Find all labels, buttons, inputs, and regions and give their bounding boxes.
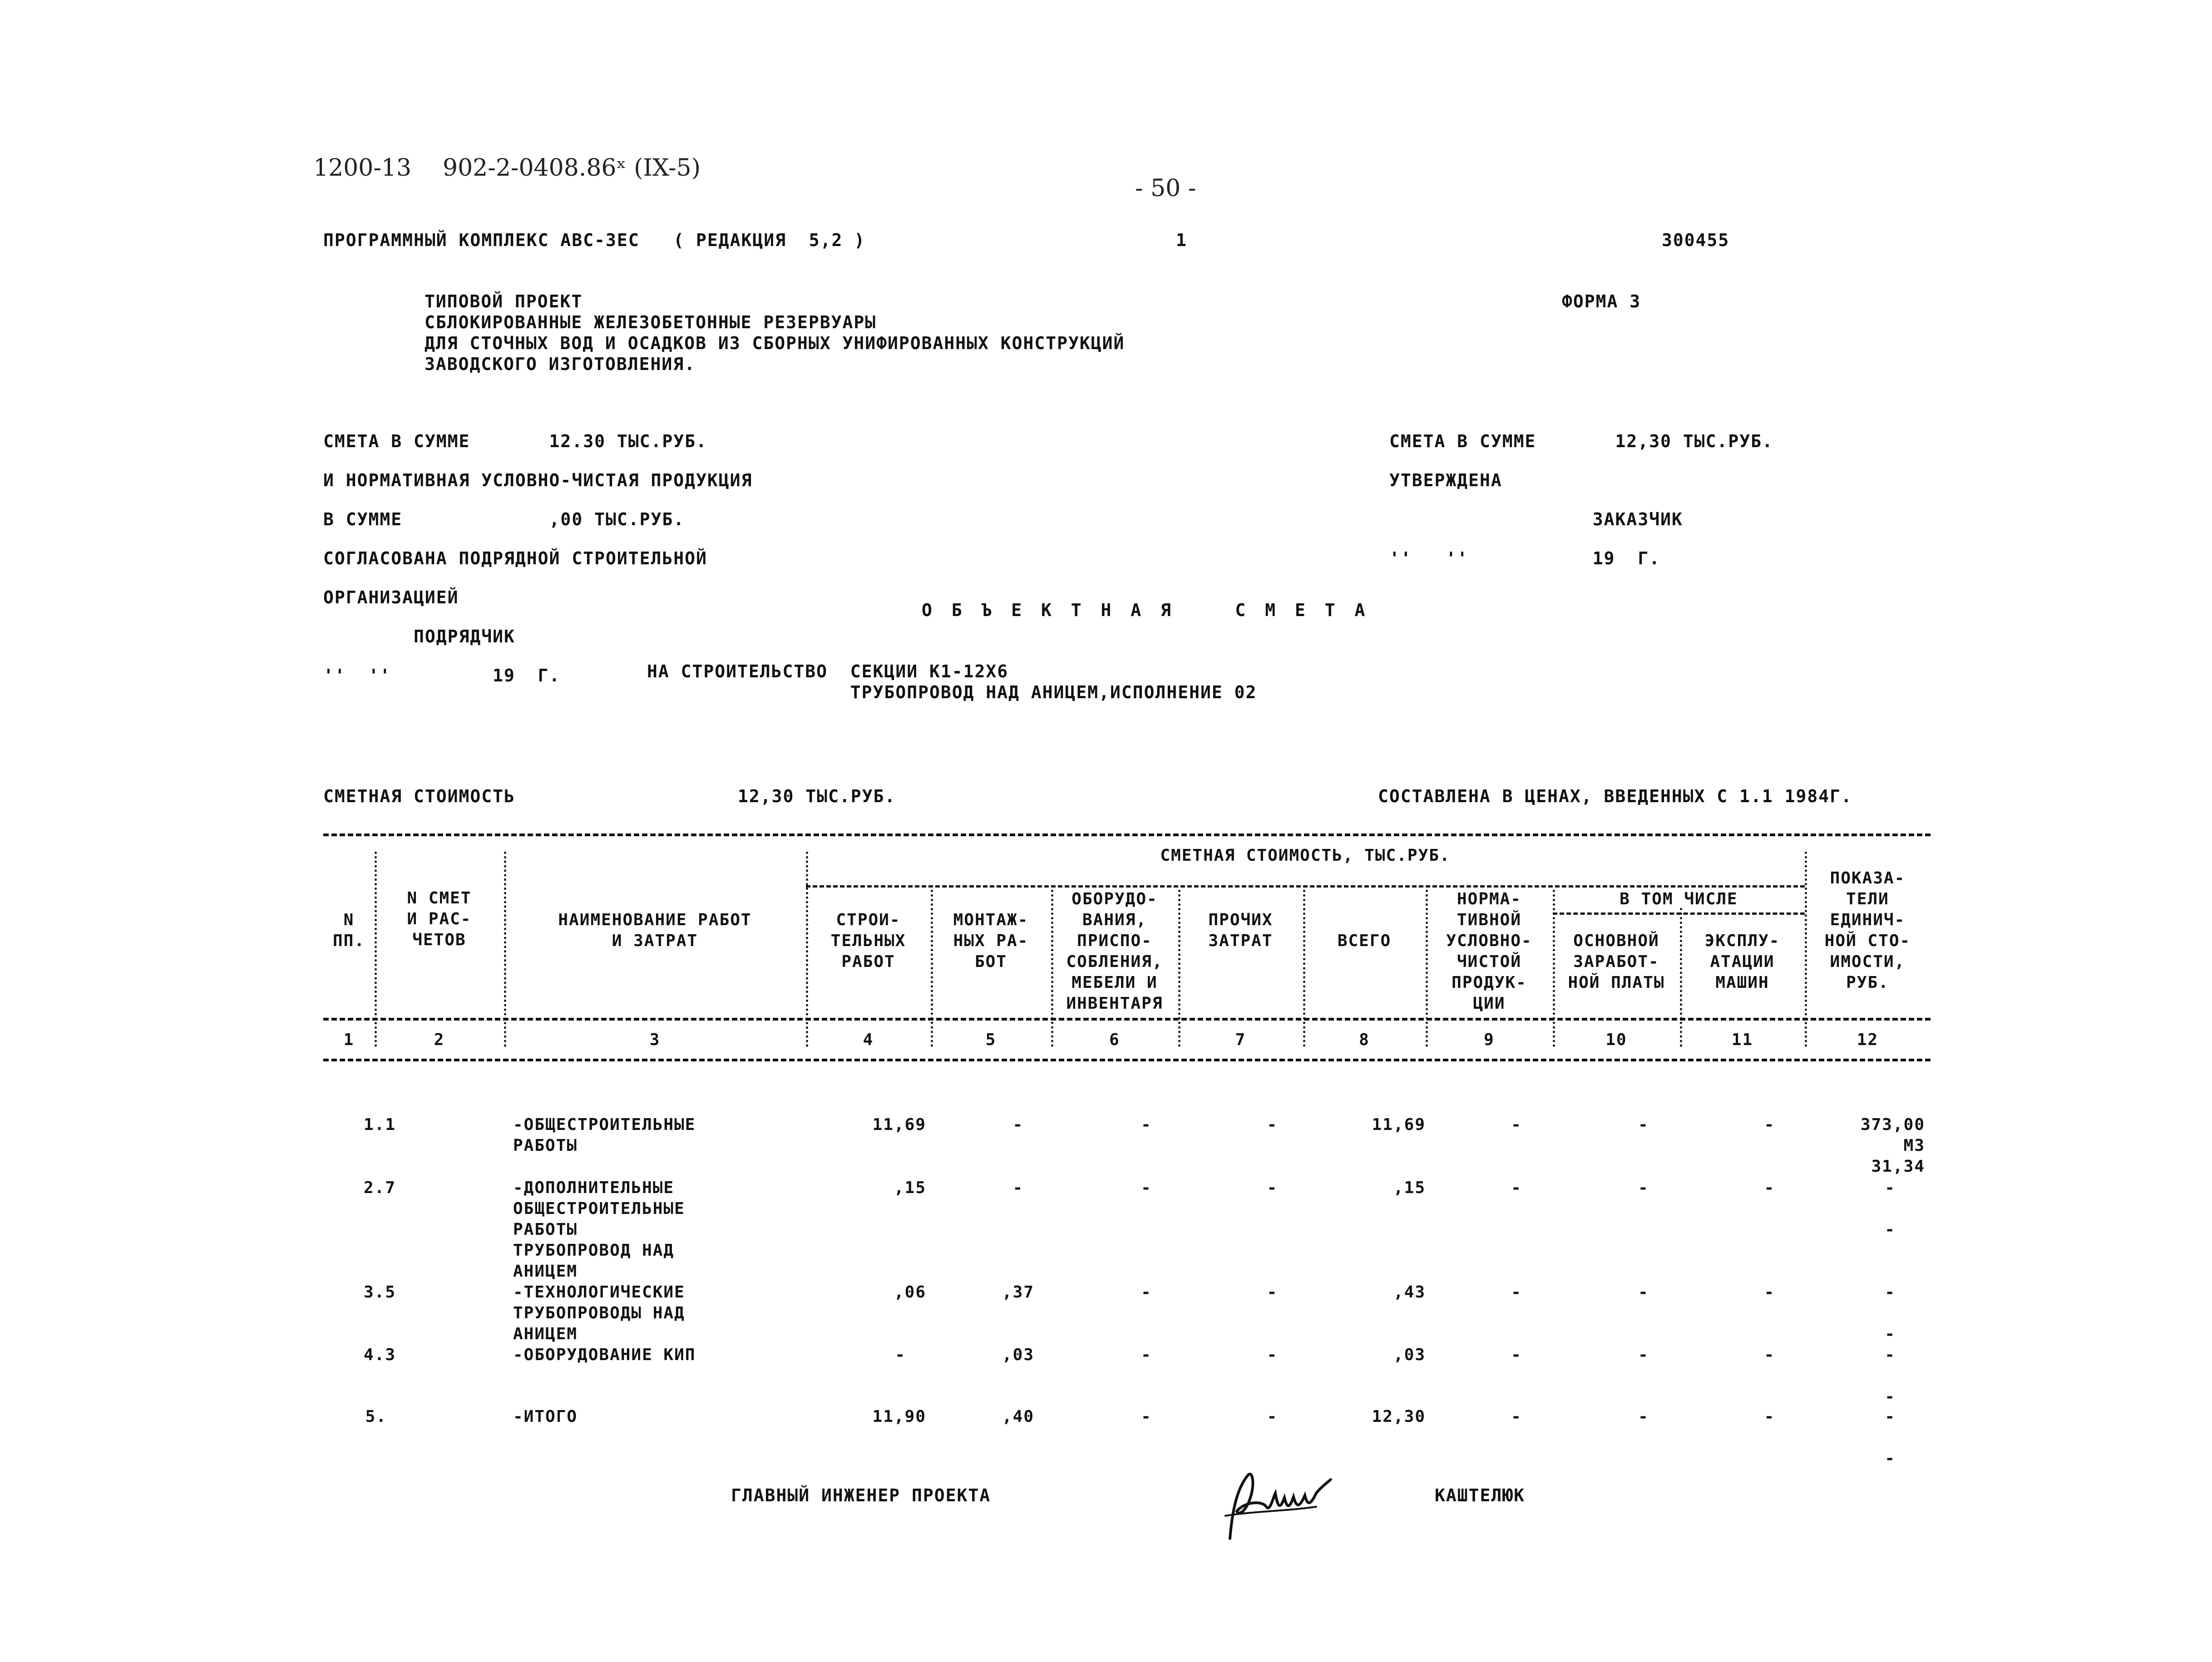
- left-line-5: ОРГАНИЗАЦИЕЙ: [323, 587, 459, 607]
- project-line-1: ТИПОВОЙ ПРОЕКТ: [425, 291, 583, 311]
- colnum-10: 10: [1605, 1031, 1627, 1049]
- cell-c10: -: [1638, 1179, 1649, 1197]
- right-line-4: '' '' 19 Г.: [1389, 548, 1661, 568]
- program-header: ПРОГРАММНЫЙ КОМПЛЕКС АВС-ЗЕС ( РЕДАКЦИЯ 5,2 ): [323, 230, 866, 250]
- cell-c6: -: [1141, 1407, 1152, 1426]
- cell-c12: - -: [1885, 1346, 1896, 1406]
- cell-c4: 11,90: [872, 1407, 926, 1426]
- sheet-code: 1200-13: [313, 154, 412, 182]
- left-approval-block: [323, 413, 752, 695]
- left-line-6: ПОДРЯДЧИК: [323, 626, 515, 646]
- header-col-6: ОБОРУДО- ВАНИЯ, ПРИСПО- СОБЛЕНИЯ, МЕБЕЛИ И ИНВЕНТАРЯ: [1066, 890, 1163, 1013]
- cell-c11: -: [1764, 1179, 1775, 1197]
- header-col-4: СТРОИ- ТЕЛЬНЫХ РАБОТ: [830, 911, 906, 971]
- header-col-9: НОРМА- ТИВНОЙ УСЛОВНО- ЧИСТОЙ ПРОДУК- ЦИИ: [1446, 890, 1532, 1013]
- cell-c8: ,43: [1393, 1283, 1426, 1302]
- colnum-12: 12: [1856, 1031, 1879, 1049]
- cell-c4: ,06: [894, 1283, 926, 1302]
- cell-c8: 11,69: [1372, 1115, 1426, 1134]
- right-line-2: УТВЕРЖДЕНА: [1389, 470, 1502, 490]
- colnum-4: 4: [863, 1031, 874, 1049]
- signature: [1203, 1448, 1339, 1539]
- cost-value: 12,30 ТЫС.РУБ.: [738, 786, 896, 806]
- cell-c12: - -: [1885, 1407, 1896, 1468]
- right-approval-block: [1389, 413, 1773, 578]
- cell-n: 3.5: [363, 1283, 396, 1302]
- numbers-bottom-rule: [323, 1059, 1931, 1061]
- cell-c8: ,03: [1393, 1346, 1426, 1364]
- project-line-4: ЗАВОДСКОГО ИЗГОТОВЛЕНИЯ.: [425, 354, 696, 374]
- table-top-rule: [323, 833, 1931, 836]
- colnum-5: 5: [985, 1031, 997, 1049]
- cell-c12: - -: [1885, 1283, 1896, 1343]
- header-col-10: ОСНОВНОЙ ЗАРАБОТ- НОЙ ПЛАТЫ: [1568, 932, 1665, 992]
- project-line-3: ДЛЯ СТОЧНЫХ ВОД И ОСАДКОВ ИЗ СБОРНЫХ УНИФИРОВАННЫХ КОНСТРУКЦИЙ: [425, 333, 1125, 353]
- cell-c6: -: [1141, 1346, 1152, 1364]
- cell-c9: -: [1511, 1407, 1522, 1426]
- header-col-1: N ПП.: [332, 911, 365, 950]
- header-col-11: ЭКСПЛУ- АТАЦИИ МАШИН: [1704, 932, 1780, 992]
- col-sep: [1303, 890, 1305, 1047]
- right-line-3: ЗАКАЗЧИК: [1389, 509, 1683, 529]
- cell-c9: -: [1511, 1115, 1522, 1134]
- document-title: О Б Ъ Е К Т Н А Я С М Е Т А: [922, 600, 1370, 620]
- project-code: 902-2-0408.86ˣ (IX-5): [443, 154, 701, 182]
- cell-c4: -: [895, 1346, 906, 1364]
- cell-c4: ,15: [894, 1179, 926, 1197]
- header-col-8: ВСЕГО: [1337, 932, 1392, 950]
- colnum-11: 11: [1731, 1031, 1753, 1049]
- price-basis: СОСТАВЛЕНА В ЦЕНАХ, ВВЕДЕННЫХ С 1.1 1984Г.: [1378, 786, 1852, 806]
- cell-c9: -: [1511, 1179, 1522, 1197]
- header-bottom-rule: [323, 1018, 1931, 1021]
- colnum-2: 2: [434, 1031, 445, 1049]
- right-line-1: СМЕТА В СУММЕ 12,30 ТЫС.РУБ.: [1389, 431, 1773, 451]
- cell-c7: -: [1267, 1407, 1278, 1426]
- page-number: - 50 -: [1135, 175, 1196, 202]
- cell-name: -ОБЩЕСТРОИТЕЛЬНЫЕ РАБОТЫ: [513, 1115, 696, 1155]
- colnum-6: 6: [1109, 1031, 1120, 1049]
- header-in-that: В ТОМ ЧИСЛЕ: [1620, 890, 1738, 908]
- cell-c5: ,37: [1002, 1283, 1035, 1302]
- cell-c8: ,15: [1393, 1179, 1426, 1197]
- subtitle-line-1: НА СТРОИТЕЛЬСТВО СЕКЦИИ К1-12Х6: [647, 661, 1009, 681]
- colnum-9: 9: [1484, 1031, 1495, 1049]
- cell-c11: -: [1764, 1115, 1775, 1134]
- header-col-2: N СМЕТ И РАС- ЧЕТОВ: [407, 889, 472, 949]
- cell-c11: -: [1764, 1346, 1775, 1364]
- cell-c4: 11,69: [872, 1115, 926, 1134]
- cell-name: -ИТОГО: [513, 1407, 578, 1426]
- cell-c11: -: [1764, 1407, 1775, 1426]
- sheet-index: 1: [1176, 230, 1187, 250]
- cell-c9: -: [1511, 1283, 1522, 1302]
- project-line-2: СБЛОКИРОВАННЫЕ ЖЕЛЕЗОБЕТОННЫЕ РЕЗЕРВУАРЫ: [425, 312, 877, 332]
- cell-c9: -: [1511, 1346, 1522, 1364]
- cell-c7: -: [1267, 1115, 1278, 1134]
- cell-c6: -: [1141, 1115, 1152, 1134]
- cell-n: 2.7: [363, 1179, 396, 1197]
- header-col-12: ПОКАЗА- ТЕЛИ ЕДИНИЧ- НОЙ СТО- ИМОСТИ, РУБ.: [1824, 869, 1911, 992]
- cell-c7: -: [1267, 1179, 1278, 1197]
- cost-label: СМЕТНАЯ СТОИМОСТЬ: [323, 786, 515, 806]
- cell-c12: - -: [1885, 1179, 1896, 1239]
- cell-c10: -: [1638, 1346, 1649, 1364]
- cell-name: -ДОПОЛНИТЕЛЬНЫЕ ОБЩЕСТРОИТЕЛЬНЫЕ РАБОТЫ ТРУБОПРОВОД НАД АНИЦЕМ: [513, 1179, 685, 1281]
- left-line-2: И НОРМАТИВНАЯ УСЛОВНО-ЧИСТАЯ ПРОДУКЦИЯ: [323, 470, 753, 490]
- cell-c12: 373,00 М3 31,34: [1860, 1115, 1925, 1176]
- cell-c10: -: [1638, 1115, 1649, 1134]
- cell-c10: -: [1638, 1407, 1649, 1426]
- cell-c5: ,40: [1002, 1407, 1035, 1426]
- cell-c7: -: [1267, 1283, 1278, 1302]
- cell-c6: -: [1141, 1179, 1152, 1197]
- cell-n: 5.: [365, 1407, 387, 1426]
- left-line-1: СМЕТА В СУММЕ 12.30 ТЫС.РУБ.: [323, 431, 707, 451]
- header-group-cost: СМЕТНАЯ СТОИМОСТЬ, ТЫС.РУБ.: [1160, 846, 1451, 865]
- cell-c10: -: [1638, 1283, 1649, 1302]
- cell-c5: -: [1012, 1179, 1024, 1197]
- colnum-8: 8: [1359, 1031, 1370, 1049]
- doc-number: 300455: [1662, 230, 1730, 250]
- cell-c11: -: [1764, 1283, 1775, 1302]
- colnum-1: 1: [343, 1031, 355, 1049]
- form-label: ФОРМА 3: [1562, 291, 1641, 311]
- chief-engineer-label: ГЛАВНЫЙ ИНЖЕНЕР ПРОЕКТА: [731, 1485, 991, 1505]
- colnum-3: 3: [649, 1031, 661, 1049]
- header-col-5: МОНТАЖ- НЫХ РА- БОТ: [953, 911, 1029, 971]
- group-rule: [806, 885, 1805, 888]
- cell-c6: -: [1141, 1283, 1152, 1302]
- cell-c7: -: [1267, 1346, 1278, 1364]
- left-line-7: '' '' 19 Г.: [323, 666, 561, 686]
- header-col-7: ПРОЧИХ ЗАТРАТ: [1208, 911, 1273, 950]
- cell-name: -ТЕХНОЛОГИЧЕСКИЕ ТРУБОПРОВОДЫ НАД АНИЦЕМ: [513, 1283, 685, 1343]
- chief-engineer-name: КАШТЕЛЮК: [1435, 1485, 1526, 1505]
- header-col-3: НАИМЕНОВАНИЕ РАБОТ И ЗАТРАТ: [558, 911, 752, 950]
- subgroup-rule: [1553, 912, 1805, 915]
- left-line-3: В СУММЕ ,00 ТЫС.РУБ.: [323, 509, 685, 529]
- subtitle-line-2: ТРУБОПРОВОД НАД АНИЦЕМ,ИСПОЛНЕНИЕ 02: [647, 682, 1257, 702]
- cell-c5: -: [1012, 1115, 1024, 1134]
- cell-c8: 12,30: [1372, 1407, 1426, 1426]
- colnum-7: 7: [1235, 1031, 1246, 1049]
- cell-c5: ,03: [1002, 1346, 1035, 1364]
- left-line-4: СОГЛАСОВАНА ПОДРЯДНОЙ СТРОИТЕЛЬНОЙ: [323, 548, 707, 568]
- cell-n: 1.1: [363, 1115, 396, 1134]
- cell-name: -ОБОРУДОВАНИЕ КИП: [513, 1346, 696, 1364]
- cell-n: 4.3: [363, 1346, 396, 1364]
